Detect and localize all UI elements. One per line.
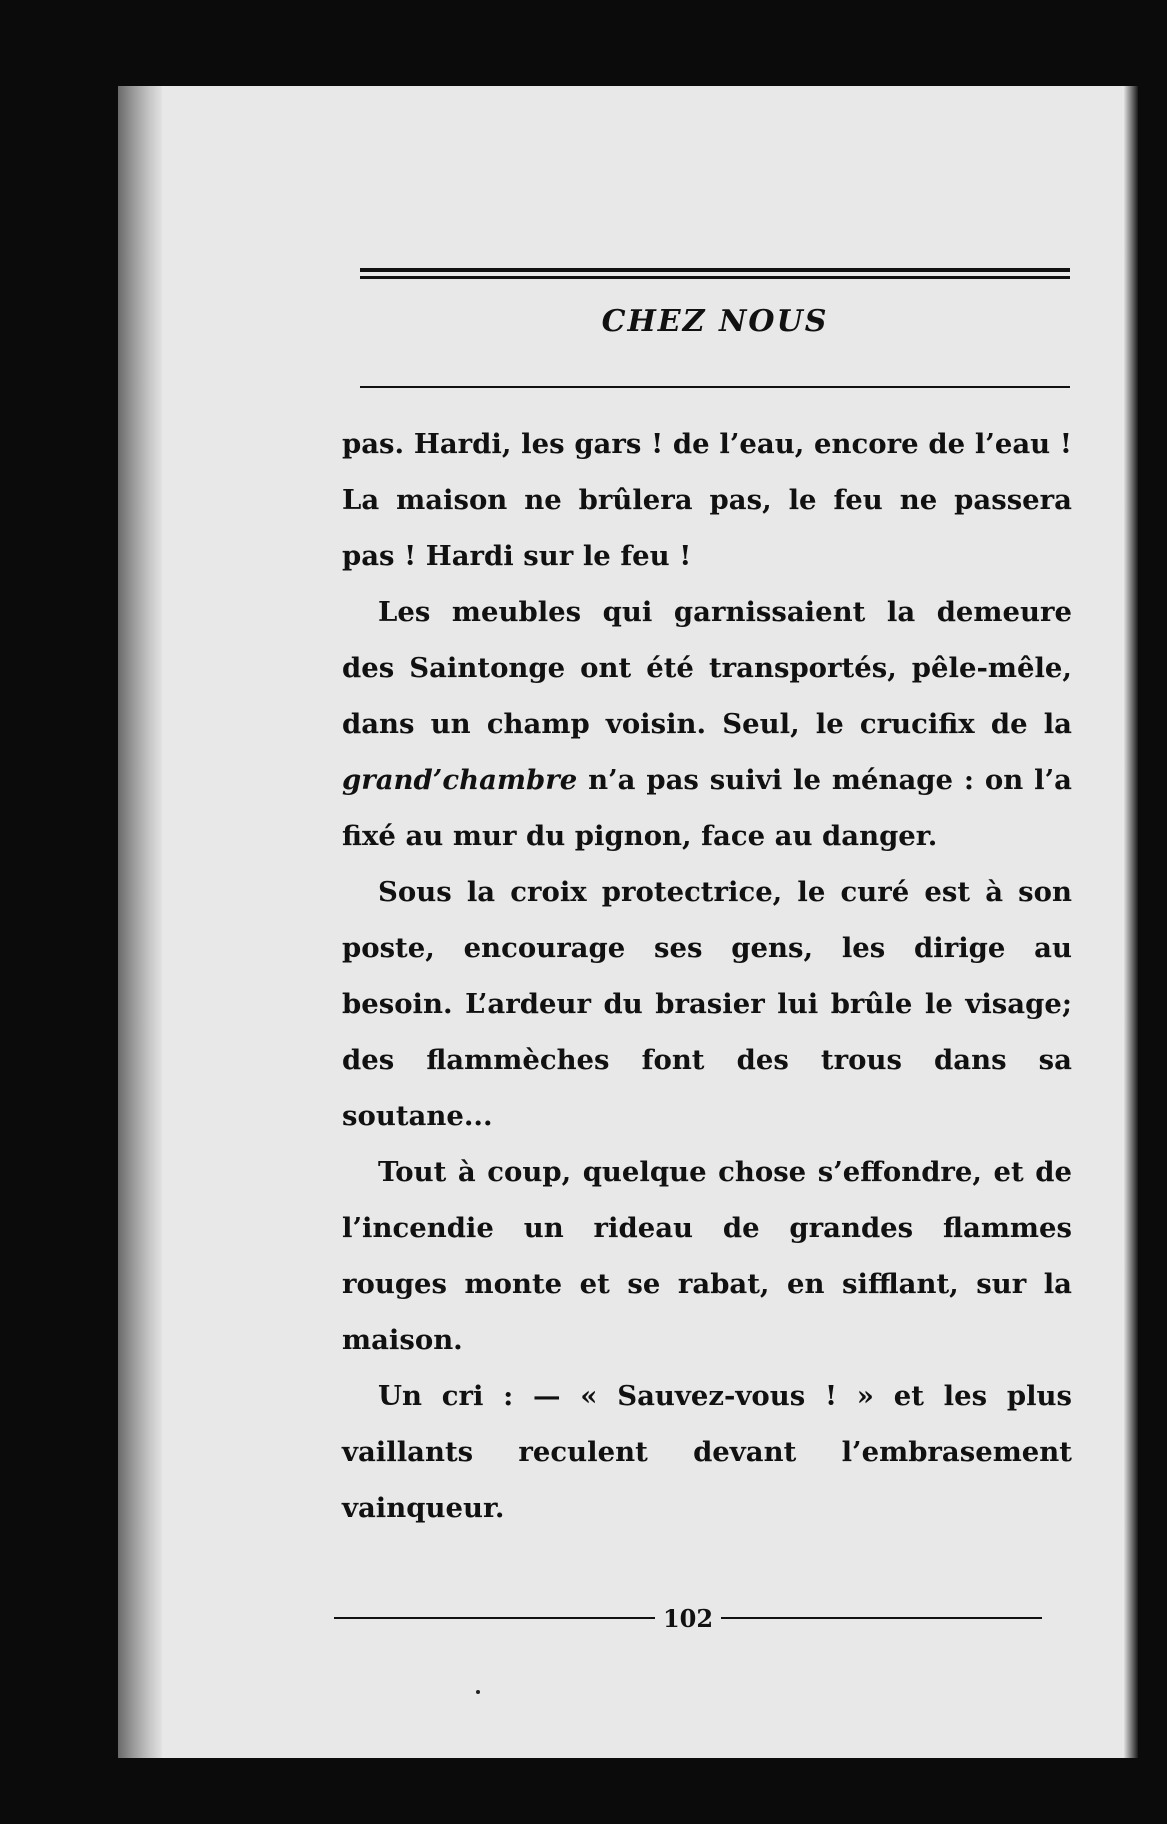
paragraph-1: pas. Hardi, les gars ! de l’eau, encore de l’eau ! La maison ne brûlera pas, le feu ne passera pas ! Hardi sur le feu ! [342,428,1072,572]
header-double-rule-bottom [360,276,1070,279]
paragraph-4: Tout à coup, quelque chose s’effondre, et de l’incendie un rideau de grandes flammes rouges monte et se rabat, en sifflant, sur la maison. [342,1156,1072,1356]
page-footer [334,1598,1042,1638]
paragraph-2-before: Les meubles qui garnissaient la demeure des Saintonge ont été transportés, pêle-mêle, dans un champ voisin. Seul, le crucifix de la [342,596,1072,740]
running-header-title: CHEZ NOUS [601,304,829,339]
page-binding-shadow [118,86,162,1758]
paragraph-3: Sous la croix protectrice, le curé est à son poste, encourage ses gens, les dirige au besoin. L’ardeur du brasier lui brûle le visage; des flammèches font des trous dans sa soutane... [342,876,1072,1132]
body-text [342,416,1072,1536]
paragraph-2-after: n’a pas suivi le ménage : on l’a fixé au mur du pignon, face au danger. [342,764,1072,852]
ink-speck [476,1690,480,1694]
book-page [118,86,1138,1758]
footer-rule-left [334,1617,655,1619]
footer-rule-right [721,1617,1042,1619]
page-number: 102 [662,1603,714,1633]
paragraph-2-italic: grand’chambre [342,764,578,796]
header-double-rule-top [360,268,1070,272]
paragraph-2 [342,584,1072,864]
page-right-edge [1124,86,1138,1758]
paragraph-5: Un cri : — « Sauvez-vous ! » et les plus vaillants reculent devant l’embrasement vainqueur. [342,1380,1072,1524]
header-underline-rule [360,386,1070,388]
